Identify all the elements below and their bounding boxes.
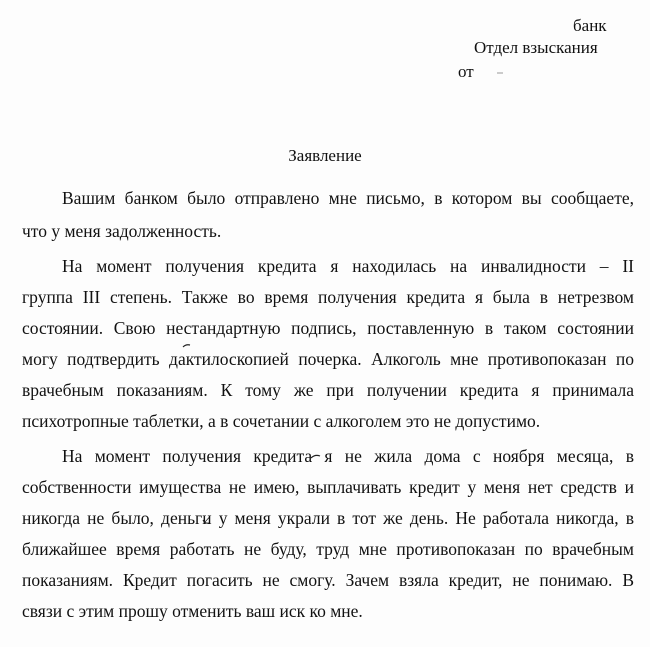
body-line: что у меня задолженность.	[22, 221, 222, 241]
body-line: ближайшее время работать не буду, труд мне противопоказан по врачебным	[22, 539, 634, 559]
recipient-bank: банк	[573, 16, 607, 35]
body-line: никогда не было, деньги у меня украли в тот же день. Не работала никогда, в	[22, 508, 634, 528]
body-line: могу подтвердить дактилоскопией почерка. Алкоголь мне противопоказан по	[22, 349, 634, 369]
body-line: Вашим банком было отправлено мне письмо, в котором вы сообщаете,	[62, 188, 634, 208]
pen-tick-mark	[183, 345, 190, 347]
body-line: врачебным показаниям. К тому же при получении кредита я принимала	[22, 380, 634, 400]
body-line: На момент получения кредита я не жила дома с ноября месяца, в	[62, 446, 634, 466]
recipient-department: Отдел взыскания	[474, 38, 598, 57]
body-line: группа III степень. Также во время получения кредита я была в нетрезвом	[22, 287, 634, 307]
sender-from-label: от	[458, 62, 474, 81]
document-title: Заявление	[288, 146, 362, 165]
body-line: собственности имущества не имею, выплачивать кредит у меня нет средств и	[22, 477, 634, 497]
body-line: состоянии. Свою нестандартную подпись, поставленную в таком состоянии	[22, 318, 634, 338]
body-line: психотропные таблетки, а в сочетании с алкоголем это не допустимо.	[22, 411, 541, 431]
body-line: На момент получения кредита я находилась на инвалидности – II	[62, 256, 634, 276]
body-line: показаниям. Кредит погасить не смогу. Зачем взяла кредит, не понимаю. В	[22, 570, 634, 590]
body-line: связи с этим прошу отменить ваш иск ко мне.	[22, 601, 363, 621]
